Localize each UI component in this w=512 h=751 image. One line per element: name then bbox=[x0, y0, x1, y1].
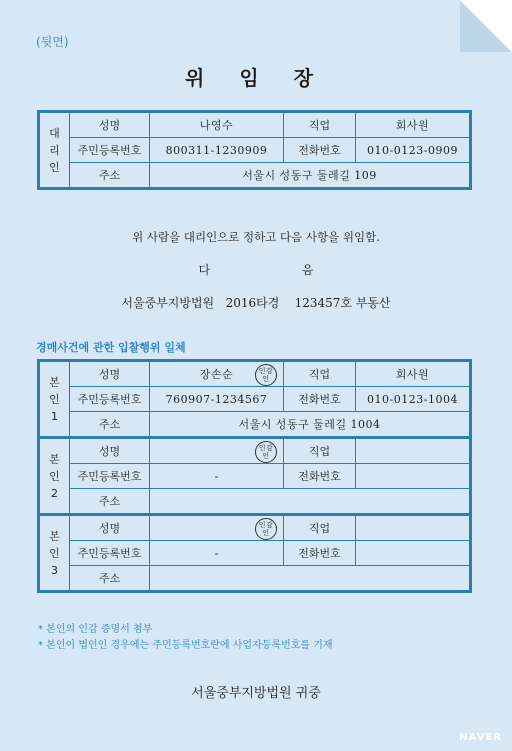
principal-1-side-label: 본 인 1 bbox=[39, 361, 70, 438]
case-number: 123457 bbox=[294, 296, 341, 310]
principal-3-name-label: 성명 bbox=[70, 515, 150, 541]
case-number-suffix: 호 부동산 bbox=[340, 296, 391, 310]
principal-1-rrn-value: 760907-1234567 bbox=[150, 387, 284, 412]
principal-2-phone-value bbox=[356, 464, 471, 489]
principal-3-job-label: 직업 bbox=[284, 515, 356, 541]
principal-2-rrn-label: 주민등록번호 bbox=[70, 464, 150, 489]
delegation-statement: 위 사람을 대리인으로 정하고 다음 사항을 위임함. bbox=[132, 230, 380, 244]
agent-job-value: 회사원 bbox=[356, 112, 471, 138]
principal-3-job-value bbox=[356, 515, 471, 541]
document-title: 위 임 장 bbox=[185, 66, 327, 90]
principal-1-name-value: 장손순 bbox=[199, 368, 234, 381]
agent-phone-value: 010-0123-0909 bbox=[356, 138, 471, 163]
agent-address-label: 주소 bbox=[70, 163, 150, 189]
principal-1-address-label: 주소 bbox=[70, 412, 150, 438]
principal-1-phone-label: 전화번호 bbox=[284, 387, 356, 412]
principal-1-phone-value: 010-0123-1004 bbox=[356, 387, 471, 412]
principal-3-rrn-value: - bbox=[150, 541, 284, 566]
scope-of-delegation: 경매사건에 관한 입찰행위 일체 bbox=[36, 341, 186, 354]
principal-2-job-value bbox=[356, 438, 471, 464]
agent-rrn-label: 주민등록번호 bbox=[70, 138, 150, 163]
case-court-suffix: 지방법원 bbox=[167, 296, 215, 310]
case-year-suffix: 타경 bbox=[256, 296, 280, 310]
case-year: 2016 bbox=[225, 296, 257, 310]
principal-2-rrn-value: - bbox=[150, 464, 284, 489]
principal-3-phone-value bbox=[356, 541, 471, 566]
naver-watermark: NAVER bbox=[459, 732, 502, 743]
case-court: 서울중부 bbox=[121, 296, 168, 310]
note-seal-certificate: * 본인의 인감 증명서 첨부 bbox=[38, 624, 153, 635]
principal-1-name-cell bbox=[150, 361, 284, 387]
principal-1-seal-mark: 인감 인 bbox=[255, 364, 277, 386]
principal-1-job-value: 회사원 bbox=[356, 361, 471, 387]
following-heading: 다 음 bbox=[198, 263, 358, 277]
agent-rrn-value: 800311-1230909 bbox=[150, 138, 284, 163]
back-side-label: (뒷면) bbox=[36, 35, 69, 49]
principal-table bbox=[37, 359, 472, 593]
principal-2-side-label: 본 인 2 bbox=[39, 438, 70, 515]
agent-name-value: 나영수 bbox=[150, 112, 284, 138]
principal-2-seal-mark: 인감 인 bbox=[255, 441, 277, 463]
principal-2-address-value bbox=[150, 489, 471, 515]
principal-2-name-label: 성명 bbox=[70, 438, 150, 464]
note-corporation: * 본인이 법인인 경우에는 주민등록번호란에 사업자등록번호를 기재 bbox=[38, 640, 333, 651]
principal-3-name-cell bbox=[150, 515, 284, 541]
principal-2-phone-label: 전화번호 bbox=[284, 464, 356, 489]
case-line bbox=[0, 294, 512, 311]
principal-3-rrn-label: 주민등록번호 bbox=[70, 541, 150, 566]
principal-1-address-value: 서울시 성동구 둘레길 1004 bbox=[150, 412, 471, 438]
agent-phone-label: 전화번호 bbox=[284, 138, 356, 163]
principal-2-job-label: 직업 bbox=[284, 438, 356, 464]
agent-side-label: 대 리 인 bbox=[39, 112, 70, 189]
principal-3-seal-mark: 인감 인 bbox=[255, 518, 277, 540]
footer-addressee: 서울중부지방법원 귀중 bbox=[191, 686, 321, 701]
agent-address-value: 서울시 성동구 둘레길 109 bbox=[150, 163, 471, 189]
agent-job-label: 직업 bbox=[284, 112, 356, 138]
principal-3-phone-label: 전화번호 bbox=[284, 541, 356, 566]
principal-1-job-label: 직업 bbox=[284, 361, 356, 387]
principal-3-address-value bbox=[150, 566, 471, 592]
page-fold-corner bbox=[460, 0, 512, 52]
agent-table bbox=[37, 110, 472, 190]
principal-3-address-label: 주소 bbox=[70, 566, 150, 592]
principal-2-name-cell bbox=[150, 438, 284, 464]
principal-1-rrn-label: 주민등록번호 bbox=[70, 387, 150, 412]
principal-3-side-label: 본 인 3 bbox=[39, 515, 70, 592]
agent-name-label: 성명 bbox=[70, 112, 150, 138]
principal-2-address-label: 주소 bbox=[70, 489, 150, 515]
principal-1-name-label: 성명 bbox=[70, 361, 150, 387]
